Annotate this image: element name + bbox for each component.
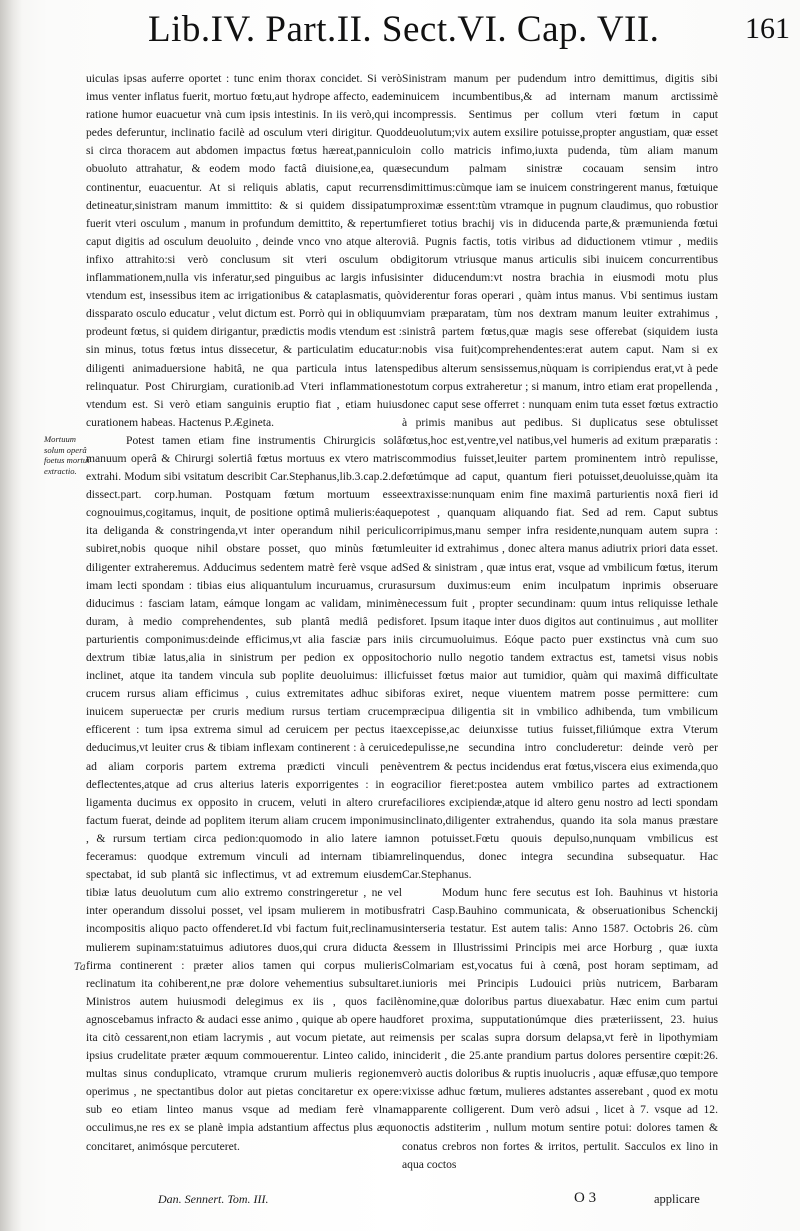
page-footer <box>86 1192 726 1222</box>
paragraph: Modum hunc fere secutus est Ioh. Bauhinus vt historia fratri Casp.Bauhino communicata, & obseruationibus Schenckij interseria testatur. Est autem talis: Anno 1587. Octobris 26. cùm essem in Illustrissimi Principis mei arce Horburg , quæ iuxta Colmariam est,vocatus fui à cœnâ, post horam septimam, ad iunioris mei Principis Ludouici priùs nutricem, Barbaram nomine,quæ doloribus partus diuexabatur. Hæc enim cum partui foret proxima, supputationúmque dies præteriissent, 23. huius mensis per scalas supra dorsum delapsa,vt ferè in lipothymiam inciderit , die 25.ante prandium partus dolores persentire cœpit:26. verò auctis doloribus & ruptis inuolucris , aquæ effusæ,quo tempore vixisse adhuc fœtum, mulieres adstantes asserebant , quod ex motu apparente colligerent. Dum verò adsui , licet à 7. vsque ad 12. noctis adstiterim , nullum motum sentire potui: dolores tamen & conatus crebros non fortes & irritos, pertulit. Sacculos ex lino in aqua coctos <box>402 886 718 1171</box>
page-number: 161 <box>745 12 790 45</box>
paragraph: Sinistram manum per pudendum intro demittimus, digitis sibi inuicem incumbentibus,& ad internam manum arctissimè compressis. Sentimus per collum vteri fœtum in caput deuolutum;vix autem exsilire potuisse,propter angustiam, quæ esset in collo matricis infimo,iuxta pudenda, tùm aliam manum secundum palmam sinistræ cocauam sensim intro dimittimus:cùmque iam se inuicem constringerent manus, fœtuique proximæ essent:tùm vtramque in pugnum claudimus, quo robustior fieret totius brachij vis in diducenda parte,& præmunienda fœtui viâ. Pugnis factis, totis viribus ad diductionem vtimur , mediis digitorum vtriusque manus articulis sibi inuicem concurrentibus inter diducendum:vt nostra brachia in eiusmodi motu plus viderentur foras operari , quàm intus manus. Vbi sentimus iustam viam præparatam, tùm nos dextram manum leuiter extrahimus , sinistrâ partem fœtus,quæ magis sese offerebat (siquidem iusta nobis visa fuit)comprehendentes:erat autem caput. Nam si ex pedibus alterum sensissemus,nùquam is corripiendus erat,vt à pede totum corpus extraheretur ; si manum, intro etiam erat propellenda , donec caput sese offerret : nunquam enim tuta esset fœtus extractio à primis manibus aut pedibus. Si duplicatus sese obtulisset fœtus,hoc est,ventre,vel natibus,vel humeris ad exitum præparatis : commodius fuisset,leuiter partem prominentem intrò repulisse, fœtúmque ad caput, quantum fieri potuisset,deuoluisse,quàm ita extraxisse:nunquam enim fine maximâ parturientis noxâ fieri id potest , quanquam aliquando fiat. Sed ad rem. Caput subtus corripimus,manu semper infra residente,nunquam autem supra : leuiter id extrahimus , donec altera manus adiutrix priori data esset. Sed & sinistram , quæ intus erat, vsque ad vmbilicum fœtus, iterum sursum duximus:eum enim inculpatum inprimis obseruare necessum fuit , propter secundinam: quum intus reliquisse lethale foret. Ipsum itaque inter duos digitos aut continuimus , aut molliter iis circumuoluimus. Eóque pacto puer exstinctus vnà cum suo chorio nullo negotio tandem extractus est, tametsi visus nobis fuisset fœtus maior aut tumidior, quàm qui maximâ difficultate foras exiret, neque viuentem matrem posse permittere: cum præcipua diligentia sit in vmbilico adhibenda, tum vmbilicum excepisse,ac deiunxisse tutius fuisset,filiúmque extra Vterum depulisse,ne secundina intro concluderetur: deinde verò per ventrem & pectus incidendus erat fœtus,viscera eius eximenda,quo gracilior fieret:postea autem vmbilico partes ad extractionem faciliores excipiendæ,atque id altero genu nostro ad lecti spondam inclinato,diligenter extrahendus, quando ita sola manus præstare non potuisset.Fœtu quouis depulso,nunquam vmbilicus est relinquendus, donec integra secundina subsequatur. Hac Car.Stephanus. <box>402 72 718 882</box>
left-text-column <box>86 70 402 1190</box>
page-header <box>70 8 790 64</box>
volume-signature: Dan. Sennert. Tom. III. <box>158 1192 269 1206</box>
handwritten-mark: Ta <box>74 962 86 973</box>
paragraph: uiculas ipsas auferre oportet : tunc enim thorax concidet. Si verò imus venter inflatus fuerit, mortuo fœtu,aut hydrope affecto, eadem ratione humor euacuetur vnà cum ipsis intestinis. In iis verò,qui in pedes deferuntur, inclinatio facilè ad osculum vteri dirigitur. Quod si circa thoracem aut abdomen impactus fœtus hæreat,panniculo obuoluto attrahatur, & eodem modo factâ diuisione,ea, quæ continentur, euacuentur. At si reliquis ablatis, caput recurrens detineatur,sinistram manum immittito: & si quidem dissipatum fuerit vteri osculum , manum in profundum demittito, & repertum caput digitis ad osculum deuoluito , deinde vnco vno atque altero infixo attrahito:si verò conclusum sit vteri osculum ob inflammationem,nulla vis inferatur,sed pinguibus ac largis infusis vtendum est, insessibus item ac irrigationibus & cataplasmatis, quò dissparato osculo educatur , velut dictum est. Porrò qui in obliquum prodeunt fœtus, si quidem dirigantur, prædictis modis vtendum est : sin minus, totus fœtus intus dissecetur, & particulatim educatur: diligenti animaduersione habitâ, ne qua particula intus latens relinquatur. Post Chirurgiam, curationib.ad Vteri inflammationes vtendum est. Si verò etiam sanguinis eruptio fiat , etiam huius curationem habeas. Hactenus P.Ægineta. <box>86 72 402 429</box>
paragraph: Potest tamen etiam fine instrumentis Chirurgicis solâ manuum operâ & Chirurgi solertiâ fœtus mortuus ex vtero matris extrahi. Modum sibi vsitatum describit Car.Stephanus,lib.3.cap.2.de dissect.part. corp.human. Postquam fœtum mortuum esse cognouimus,cogitamus, inquit, de positione optimâ mulieris:éaque ita deliganda & constringenda,vt inter operandum nihil periculi subiret,nobis quoque nihil obstare posset, quo minùs fœtum diligenter extraheremus. Adducimus sedentem matrè ferè vsque ad imam lecti spondam : tibias eius aliquantulum incuruamus, crura diducimus : fasciam latam, eámque longam ac validam, minimè duram, à medio comprehendentes, sub plantâ mediâ pedis parturientis componimus:deinde efficimus,vt alia fasciæ pars in dextrum tibiæ latus,alia in sinistrum per pedion ex opposito inclinet, atque ita tandem vincula sub poplite deuoluimus: illic crucem rursus aliam efficimus , cuius extremitates adhuc sibi inuicem superuectæ per cruris medium rursus tertiam crucem efficerent : tum ipsa extrema simul ad ceruicem per pectus ita deducimus,vt leuiter crus & tibiam inflexam continerent : à ceruice ad aliam corporis partem extrema prædicti vinculi penè deflectentes,atque ad crus alterius lateris exporrigentes : in eo ligamenta ducimus ex opposito in crucem, veluti in altero crure factum fuerat, deinde ad poplitem iterum aliam crucem imponimus , & rursum tertiam circa pedion:quomodo in alio latere iam feceramus: quodque extremum vinculi ad internam tibiam spectabat, id sub plantâ sic inflectimus, vt ad extremum eiusdem tibiæ latus deuolutum cum alio extremo constringeretur , ne vel inter operandum dissolui posset, vel ipsam mulierem in motibus incompositis aliquo pacto offenderet.Id vbi factum fuit,reclinamus mulierem supinam:statuimus adiutores duos,qui crura diducta & firma continerent : præter alios tamen qui corpus mulieris reclinatum ita cohiberent,ne præ dolore vehementius subsultaret. Ministros autem huiusmodi delegimus ex iis , quos facilè agnoscebamus infracto & audaci esse animo , quique ab opere haud ita citò cessarent,non etiam lacrymis , aut vocum pietate, aut rei ipsius crudelitate præter æquum commouerentur. Linteo calido, in multas sinus conduplicato, vtramque crurum mulieris regionem operimus , ne spectantibus dolor aut pietas concitaretur ex opere: sub eo etiam linteo manus vsque ad mediam ferè vlnam occulimus,ne res ex se planè impia adstantium affectus plus æquo concitaret, animósque percuteret. <box>86 433 402 1153</box>
gathering-signature: O 3 <box>574 1190 597 1206</box>
marginal-note: Mortuum solum operâ foetus mortui extractio. <box>44 434 90 476</box>
right-text-column <box>402 70 718 1190</box>
running-title: Lib.IV. Part.II. Sect.VI. Cap. VII. <box>148 9 660 50</box>
catchword: applicare <box>654 1192 700 1206</box>
binding-gutter-shadow <box>0 0 22 1231</box>
